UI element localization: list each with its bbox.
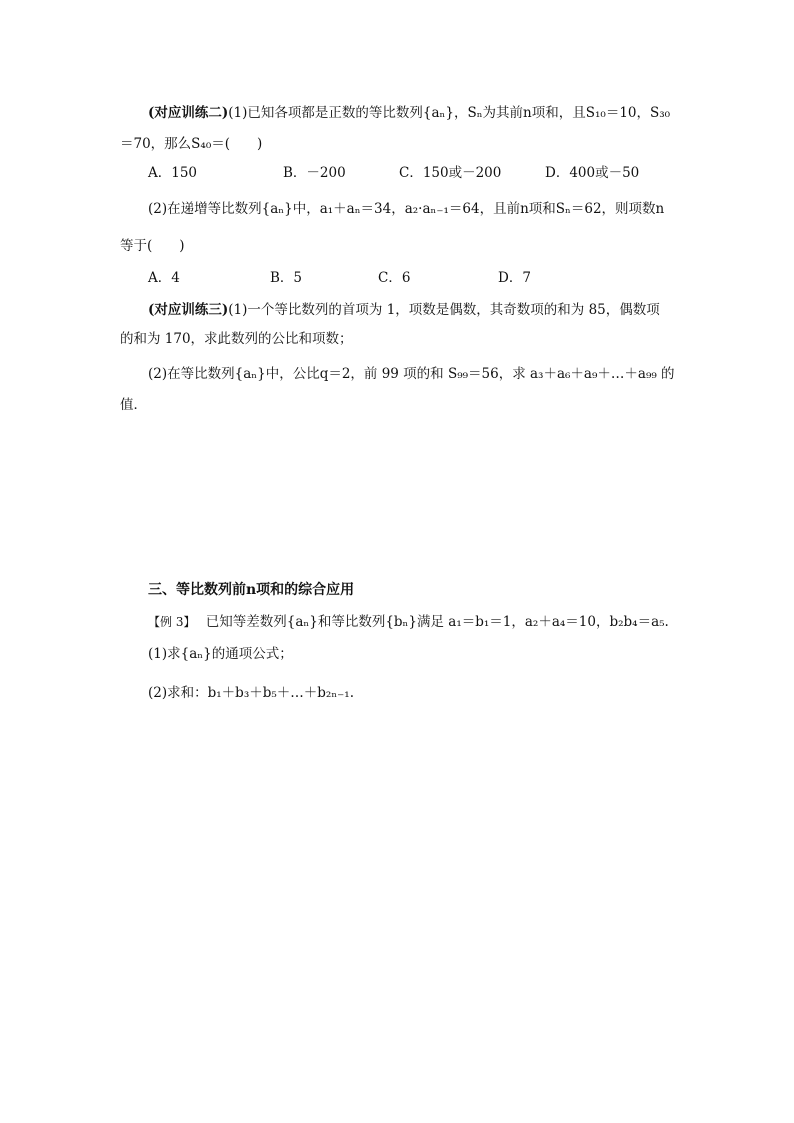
section3-title: 三、等比数列前n项和的综合应用 — [148, 582, 355, 598]
train3-q1-line1 — [148, 300, 660, 320]
train2-label: (对应训练二) — [148, 105, 229, 121]
train2-q2-line1: (2)在递增等比数列{aₙ}中，a₁＋aₙ＝34，a₂·aₙ₋₁＝64，且前n项和Sₙ＝62，则项数n — [148, 201, 665, 217]
example3-part2: (2)求和：b₁＋b₃＋b₅＋…＋b₂ₙ₋₁. — [148, 685, 355, 701]
train2-q1-text: (1)已知各项都是正数的等比数列{aₙ}，Sₙ为其前n项和，且S₁₀＝10，S₃₀ — [228, 105, 671, 121]
train2-q2-option-a: A．4 — [148, 270, 180, 286]
train2-q1-option-b: B．－200 — [283, 165, 346, 181]
example3-line — [148, 612, 669, 632]
example3-label: 【例 3】 — [148, 615, 196, 629]
train2-q2-option-b: B．5 — [270, 270, 303, 286]
train3-label: (对应训练三) — [148, 302, 229, 318]
train2-q2-line2: 等于( ) — [120, 238, 185, 254]
train3-q1-text: (1)一个等比数列的首项为 1，项数是偶数，其奇数项的和为 85，偶数项 — [228, 302, 660, 318]
example3-part1: (1)求{aₙ}的通项公式； — [148, 646, 293, 662]
train2-q1-option-c: C．150或－200 — [399, 165, 502, 181]
train2-q2-option-d: D．7 — [498, 270, 531, 286]
train2-q1-line2: ＝70，那么S₄₀＝( ) — [120, 136, 263, 152]
train2-q2-option-c: C．6 — [378, 270, 411, 286]
train3-q2-line1: (2)在等比数列{aₙ}中，公比q＝2，前 99 项的和 S₉₉＝56，求 a₃＋a₆＋a₉＋…＋a₉₉ 的 — [148, 366, 675, 382]
example3-text: 已知等差数列{aₙ}和等比数列{bₙ}满足 a₁＝b₁＝1，a₂＋a₄＝10，b₂b₄＝a₅. — [205, 614, 669, 630]
train3-q1-line2: 的和为 170，求此数列的公比和项数； — [120, 331, 353, 347]
train2-q1-option-d: D．400或－50 — [545, 165, 640, 181]
train3-q2-line2: 值． — [120, 397, 147, 413]
train2-q1-line1 — [148, 103, 670, 123]
train2-q1-option-a: A．150 — [148, 165, 198, 181]
